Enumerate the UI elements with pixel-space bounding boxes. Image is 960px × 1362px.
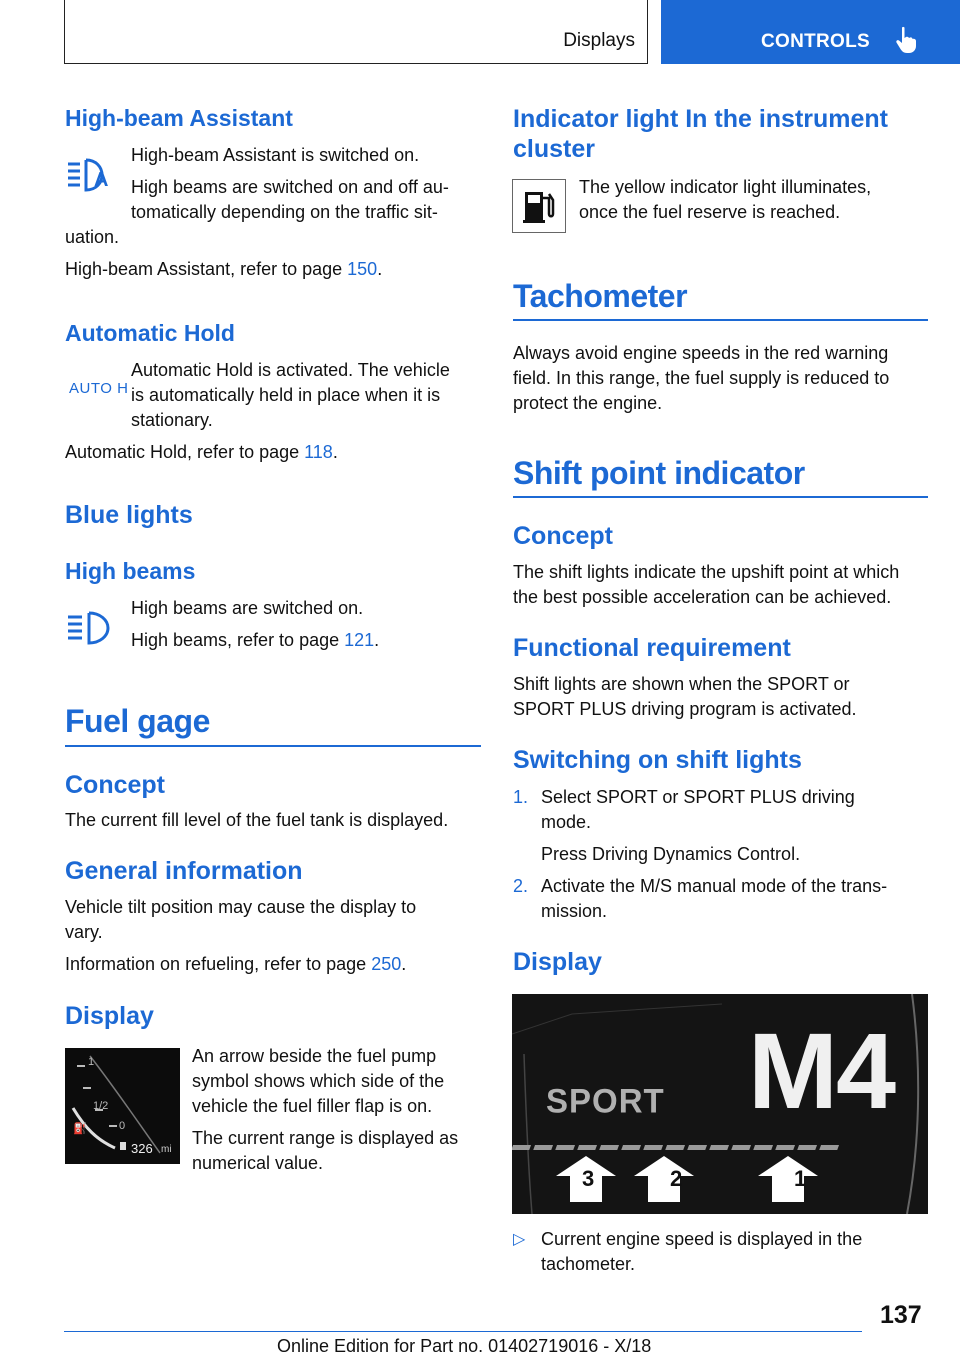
disp-text-e: numerical value. xyxy=(192,1153,324,1173)
ah-reference: Automatic Hold, refer to page 118. xyxy=(65,442,338,462)
spi-concept-a: The shift lights indicate the upshift point at which xyxy=(513,562,900,582)
spi-concept-heading: Concept xyxy=(513,522,613,550)
spi-display-heading: Display xyxy=(513,948,602,976)
gear-display: M4 xyxy=(748,1010,895,1131)
tachometer-rule xyxy=(513,319,928,321)
hba-reference: High-beam Assistant, refer to page 150. xyxy=(65,259,383,279)
header-section-box xyxy=(64,0,648,64)
disp-text-a: An arrow beside the fuel pump xyxy=(192,1046,437,1066)
high-beam-assistant-heading: High-beam Assistant xyxy=(65,105,293,131)
fuel-display-heading: Display xyxy=(65,1002,154,1030)
step-2-text-a: Activate the M/S manual mode of the trans- xyxy=(541,876,888,896)
gauge-empty-tick: 0 xyxy=(119,1120,126,1132)
fuel-gage-heading: Fuel gage xyxy=(65,703,210,739)
indicator-light-heading-a: Indicator light In the instrument xyxy=(513,105,888,133)
switching-on-shift-lights-heading: Switching on shift lights xyxy=(513,746,802,774)
indicator-light-heading-b: cluster xyxy=(513,135,595,163)
shift-point-rule xyxy=(513,496,928,498)
gauge-full-tick: 1 xyxy=(88,1056,95,1068)
tach-text-b: field. In this range, the fuel supply is reduced to xyxy=(513,368,890,388)
fuel-concept-heading: Concept xyxy=(65,771,165,799)
range-unit: mi xyxy=(161,1144,172,1155)
pointing-hand-icon xyxy=(895,26,917,54)
hba-text-2c: uation. xyxy=(65,227,120,247)
shift-point-indicator-heading: Shift point indicator xyxy=(513,455,805,491)
step-1-text-a: Select SPORT or SPORT PLUS driving xyxy=(541,787,855,807)
ah-text-a: Automatic Hold is activated. The vehicle xyxy=(131,360,450,380)
automatic-hold-heading: Automatic Hold xyxy=(65,320,235,346)
tach-text-c: protect the engine. xyxy=(513,393,663,413)
fuel-gage-rule xyxy=(65,745,481,747)
hba-text-2a: High beams are switched on and off au- xyxy=(131,177,449,197)
edition-note: Online Edition for Part no. 01402719016 - X/18 xyxy=(277,1336,652,1356)
arrow-2-label: 2 xyxy=(670,1166,683,1191)
header-chapter-tab xyxy=(661,0,960,64)
bullet-text-b: tachometer. xyxy=(541,1254,636,1274)
func-text-b: SPORT PLUS driving program is activated. xyxy=(513,699,857,719)
disp-text-d: The current range is displayed as xyxy=(192,1128,459,1148)
sport-mode-label: SPORT xyxy=(546,1081,665,1120)
tachometer-heading: Tachometer xyxy=(513,278,688,314)
bullet-icon: ▷ xyxy=(513,1231,526,1248)
hb-page-link[interactable]: 121 xyxy=(344,630,375,650)
hba-text-1: High-beam Assistant is switched on. xyxy=(131,145,420,165)
step-2-text-b: mission. xyxy=(541,901,608,921)
spi-concept-b: the best possible acceleration can be achieved. xyxy=(513,587,892,607)
step-1-text-b: mode. xyxy=(541,812,592,832)
auto-hold-icon: AUTO H xyxy=(69,380,129,397)
disp-text-b: symbol shows which side of the xyxy=(192,1071,445,1091)
disp-text-c: vehicle the fuel filler flap is on. xyxy=(192,1096,433,1116)
high-beam-assistant-icon xyxy=(66,156,116,194)
step-1-text-c: Press Driving Dynamics Control. xyxy=(541,844,801,864)
ah-text-c: stationary. xyxy=(131,410,213,430)
fuel-pump-small-icon: ⛽ xyxy=(73,1123,87,1135)
svg-text:A: A xyxy=(94,169,109,191)
high-beams-heading: High beams xyxy=(65,558,196,584)
hba-text-2b: tomatically depending on the traffic sit- xyxy=(131,202,438,222)
blue-lights-heading: Blue lights xyxy=(65,501,193,529)
gen-text-a: Vehicle tilt position may cause the display to xyxy=(65,897,417,917)
tach-text-a: Always avoid engine speeds in the red warning xyxy=(513,343,889,363)
high-beams-icon xyxy=(66,609,120,647)
ind-text-b: once the fuel reserve is reached. xyxy=(579,202,841,222)
step-2-number: 2. xyxy=(513,876,529,896)
ind-text-a: The yellow indicator light illuminates, xyxy=(579,177,872,197)
arrow-1-label: 1 xyxy=(794,1166,807,1191)
bullet-text-a: Current engine speed is displayed in the xyxy=(541,1229,863,1249)
gen-text-b: vary. xyxy=(65,922,103,942)
arrow-3-label: 3 xyxy=(582,1166,595,1191)
footer-rule xyxy=(64,1331,862,1332)
ah-page-link[interactable]: 118 xyxy=(304,442,333,462)
fuel-gauge-image xyxy=(65,1048,180,1164)
shift-lights-image xyxy=(512,994,928,1214)
general-information-heading: General information xyxy=(65,857,303,885)
page-number: 137 xyxy=(880,1301,922,1329)
gauge-half-tick: 1/2 xyxy=(93,1100,109,1112)
fuel-reserve-indicator-icon xyxy=(512,179,566,233)
functional-requirement-heading: Functional requirement xyxy=(513,634,791,662)
gen-reference: Information on refueling, refer to page 250. xyxy=(65,954,407,974)
gen-page-link[interactable]: 250 xyxy=(371,954,402,974)
fuel-concept-text: The current fill level of the fuel tank is displayed. xyxy=(65,810,449,830)
step-1-number: 1. xyxy=(513,787,529,807)
range-value: 326 xyxy=(131,1141,153,1156)
header-section: Displays xyxy=(563,30,635,51)
hba-page-link[interactable]: 150 xyxy=(347,259,378,279)
hb-text-1: High beams are switched on. xyxy=(131,598,364,618)
ah-text-b: is automatically held in place when it is xyxy=(131,385,441,405)
hb-reference: High beams, refer to page 121. xyxy=(131,630,380,650)
func-text-a: Shift lights are shown when the SPORT or xyxy=(513,674,850,694)
header-chapter: CONTROLS xyxy=(761,31,871,52)
